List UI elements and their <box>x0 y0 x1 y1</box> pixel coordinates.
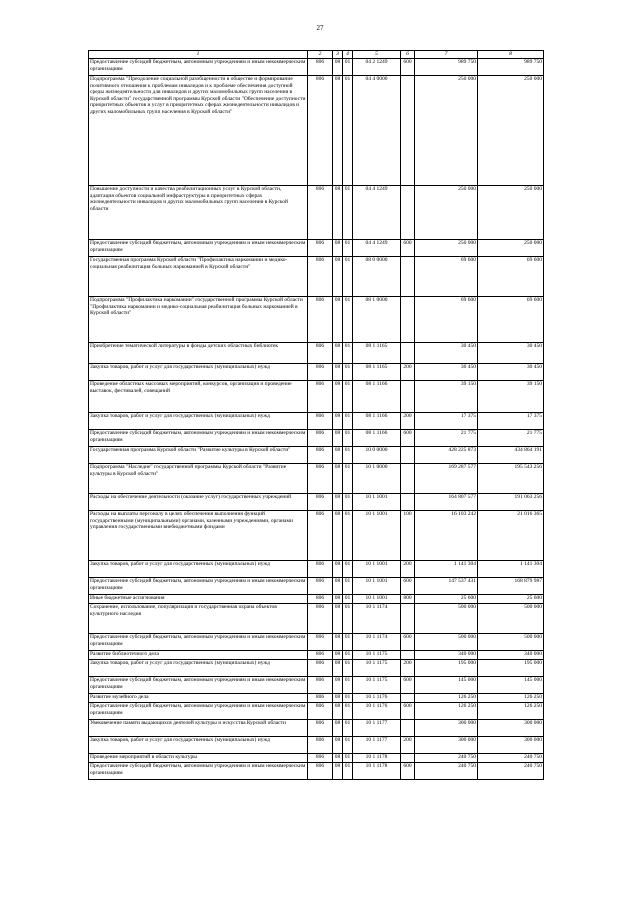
table-row <box>89 297 544 343</box>
row-amount-year-1: 145 000 <box>415 677 478 694</box>
row-subsection-code: 01 <box>343 381 353 413</box>
row-grbs-code: 806 <box>308 364 333 381</box>
row-target-code: 04 2 1249 <box>353 59 401 76</box>
row-section-code: 08 <box>333 464 343 494</box>
header-col-4: 4 <box>343 51 353 59</box>
row-section-code: 08 <box>333 703 343 720</box>
row-amount-year-2: 250 000 <box>478 76 544 186</box>
row-grbs-code: 806 <box>308 430 333 447</box>
table-row <box>89 447 544 464</box>
page-number: 27 <box>316 24 324 32</box>
row-name: Подпрограмма "Наследие" государственной программы Курской области "Развитие культуры в Курской области" <box>89 464 308 494</box>
table-row <box>89 240 544 257</box>
table-row <box>89 634 544 651</box>
row-name: Проведение мероприятий в области культуры <box>89 754 308 763</box>
row-name: Предоставление субсидий бюджетным, автономным учреждениям и иным некоммерческим организациям <box>89 240 308 257</box>
row-amount-year-1: 340 000 <box>415 651 478 660</box>
header-col-1: 1 <box>89 51 308 59</box>
row-expense-type-code: 600 <box>401 703 415 720</box>
table-row <box>89 76 544 186</box>
row-section-code: 08 <box>333 494 343 511</box>
row-name: Расходы на обеспечение деятельности (оказание услуг) государственных учреждений <box>89 494 308 511</box>
row-amount-year-1: 126 250 <box>415 694 478 703</box>
row-section-code: 08 <box>333 76 343 186</box>
row-section-code: 08 <box>333 257 343 297</box>
row-grbs-code: 806 <box>308 694 333 703</box>
row-expense-type-code <box>401 343 415 364</box>
row-target-code: 10 1 1001 <box>353 511 401 561</box>
row-expense-type-code: 600 <box>401 578 415 595</box>
row-grbs-code: 806 <box>308 257 333 297</box>
row-target-code: 10 1 1178 <box>353 763 401 780</box>
row-name: Закупка товаров, работ и услуг для государственных (муниципальных) нужд <box>89 660 308 677</box>
row-target-code: 10 1 1001 <box>353 578 401 595</box>
row-subsection-code: 01 <box>343 703 353 720</box>
row-grbs-code: 806 <box>308 511 333 561</box>
table-row <box>89 578 544 595</box>
row-amount-year-1: 21 775 <box>415 430 478 447</box>
row-expense-type-code: 600 <box>401 763 415 780</box>
row-subsection-code: 01 <box>343 447 353 464</box>
row-name: Предоставление субсидий бюджетным, автономным учреждениям и иным некоммерческим организациям <box>89 430 308 447</box>
row-name: Государственная программа Курской области "Профилактика наркомании и медико-социальная реабилитация больных наркоманией в Курской области" <box>89 257 308 297</box>
table-row <box>89 604 544 634</box>
row-amount-year-2: 21 016 365 <box>478 511 544 561</box>
row-name: Закупка товаров, работ и услуг для государственных (муниципальных) нужд <box>89 364 308 381</box>
row-target-code: 10 1 1001 <box>353 561 401 578</box>
row-amount-year-1: 500 000 <box>415 634 478 651</box>
row-section-code: 08 <box>333 430 343 447</box>
row-subsection-code: 01 <box>343 578 353 595</box>
row-grbs-code: 806 <box>308 595 333 604</box>
row-subsection-code: 01 <box>343 76 353 186</box>
row-section-code: 08 <box>333 604 343 634</box>
row-grbs-code: 806 <box>308 763 333 780</box>
row-section-code: 08 <box>333 754 343 763</box>
row-grbs-code: 806 <box>308 464 333 494</box>
row-amount-year-1: 300 000 <box>415 720 478 737</box>
row-target-code: 10 1 1177 <box>353 720 401 737</box>
row-amount-year-1: 30 450 <box>415 343 478 364</box>
row-expense-type-code <box>401 447 415 464</box>
row-expense-type-code <box>401 76 415 186</box>
row-amount-year-1: 17 375 <box>415 413 478 430</box>
row-subsection-code: 01 <box>343 720 353 737</box>
row-name: Предоставление субсидий бюджетным, автономным учреждениям и иным некоммерческим организациям <box>89 634 308 651</box>
row-section-code: 08 <box>333 59 343 76</box>
row-grbs-code: 806 <box>308 447 333 464</box>
row-name: Увековечение памяти выдающихся деятелей культуры и искусства Курской области <box>89 720 308 737</box>
row-amount-year-1: 250 000 <box>415 186 478 240</box>
row-expense-type-code: 200 <box>401 737 415 754</box>
row-name: Закупка товаров, работ и услуг для государственных (муниципальных) нужд <box>89 737 308 754</box>
row-section-code: 08 <box>333 763 343 780</box>
row-section-code: 08 <box>333 381 343 413</box>
row-name: Предоставление субсидий бюджетным, автономным учреждениям и иным некоммерческим организациям <box>89 763 308 780</box>
row-amount-year-1: 240 750 <box>415 763 478 780</box>
row-target-code: 10 1 1175 <box>353 677 401 694</box>
table-row <box>89 561 544 578</box>
row-amount-year-1: 250 000 <box>415 76 478 186</box>
header-col-8: 8 <box>478 51 544 59</box>
row-subsection-code: 01 <box>343 660 353 677</box>
row-amount-year-1: 30 450 <box>415 364 478 381</box>
row-expense-type-code: 600 <box>401 634 415 651</box>
row-section-code: 08 <box>333 720 343 737</box>
row-target-code: 04 4 1249 <box>353 186 401 240</box>
header-col-3: 3 <box>333 51 343 59</box>
row-section-code: 08 <box>333 595 343 604</box>
row-target-code: 08 1 1165 <box>353 364 401 381</box>
row-section-code: 08 <box>333 240 343 257</box>
row-grbs-code: 806 <box>308 651 333 660</box>
row-amount-year-1: 147 537 431 <box>415 578 478 595</box>
row-subsection-code: 01 <box>343 694 353 703</box>
row-expense-type-code: 600 <box>401 59 415 76</box>
row-grbs-code: 806 <box>308 297 333 343</box>
row-amount-year-1: 25 600 <box>415 595 478 604</box>
row-target-code: 10 1 1176 <box>353 703 401 720</box>
row-name: Развитие библиотечного дела <box>89 651 308 660</box>
row-amount-year-2: 250 000 <box>478 186 544 240</box>
row-amount-year-2: 240 750 <box>478 763 544 780</box>
row-name: Развитие музейного дела <box>89 694 308 703</box>
row-name: Закупка товаров, работ и услуг для государственных (муниципальных) нужд <box>89 413 308 430</box>
row-subsection-code: 01 <box>343 561 353 578</box>
row-section-code: 08 <box>333 578 343 595</box>
row-grbs-code: 806 <box>308 561 333 578</box>
row-section-code: 08 <box>333 677 343 694</box>
row-grbs-code: 806 <box>308 76 333 186</box>
row-name: Повышение доступности и качества реабилитационных услуг в Курской области, адаптация объектов социальной инфраструктуры в приоритетных сферах жизнедеятельности инвалидов и других маломобильных групп населения в Курской области <box>89 186 308 240</box>
row-section-code: 08 <box>333 561 343 578</box>
row-grbs-code: 806 <box>308 494 333 511</box>
row-grbs-code: 806 <box>308 703 333 720</box>
row-grbs-code: 806 <box>308 754 333 763</box>
row-grbs-code: 806 <box>308 578 333 595</box>
row-section-code: 08 <box>333 364 343 381</box>
row-amount-year-2: 30 450 <box>478 343 544 364</box>
row-amount-year-1: 428 225 873 <box>415 447 478 464</box>
row-section-code: 08 <box>333 651 343 660</box>
row-section-code: 08 <box>333 413 343 430</box>
table-row <box>89 413 544 430</box>
row-subsection-code: 01 <box>343 754 353 763</box>
table-row <box>89 59 544 76</box>
row-amount-year-2: 240 750 <box>478 754 544 763</box>
row-target-code: 10 1 1176 <box>353 694 401 703</box>
row-expense-type-code <box>401 381 415 413</box>
row-target-code: 08 1 1166 <box>353 430 401 447</box>
row-subsection-code: 01 <box>343 297 353 343</box>
row-target-code: 10 1 1174 <box>353 604 401 634</box>
row-amount-year-2: 250 000 <box>478 240 544 257</box>
row-name: Подпрограмма "Преодоление социальной разобщенности в обществе и формирование позитивного отношения к проблемам инвалидов и к проблеме обеспечения доступной среды жизнедеятельности для инвалидов и других маломобильных групп населения в Курской области" государственной программы Курской области "Обеспечение доступности приоритетных объектов и услуг в приоритетных сферах жизнедеятельности инвалидов и других маломобильных групп населения в Курской области" <box>89 76 308 186</box>
table-row <box>89 186 544 240</box>
row-subsection-code: 01 <box>343 651 353 660</box>
row-subsection-code: 01 <box>343 186 353 240</box>
row-subsection-code: 01 <box>343 511 353 561</box>
row-section-code: 08 <box>333 634 343 651</box>
row-amount-year-2: 1 141 304 <box>478 561 544 578</box>
row-expense-type-code <box>401 651 415 660</box>
row-target-code: 08 1 1166 <box>353 413 401 430</box>
table-row <box>89 343 544 364</box>
row-target-code: 10 0 0000 <box>353 447 401 464</box>
row-amount-year-2: 500 000 <box>478 604 544 634</box>
row-target-code: 10 1 1174 <box>353 634 401 651</box>
row-amount-year-1: 164 807 577 <box>415 494 478 511</box>
table-row <box>89 364 544 381</box>
row-amount-year-1: 169 287 577 <box>415 464 478 494</box>
row-target-code: 08 1 1165 <box>353 343 401 364</box>
row-amount-year-2: 30 450 <box>478 364 544 381</box>
table-row <box>89 677 544 694</box>
row-subsection-code: 01 <box>343 240 353 257</box>
row-subsection-code: 01 <box>343 343 353 364</box>
row-section-code: 08 <box>333 343 343 364</box>
header-col-7: 7 <box>415 51 478 59</box>
row-target-code: 10 1 1177 <box>353 737 401 754</box>
row-amount-year-1: 300 000 <box>415 737 478 754</box>
row-amount-year-1: 16 103 242 <box>415 511 478 561</box>
row-grbs-code: 806 <box>308 720 333 737</box>
budget-table <box>88 50 544 780</box>
row-target-code: 08 0 0000 <box>353 257 401 297</box>
table-row <box>89 694 544 703</box>
row-target-code: 10 1 0000 <box>353 464 401 494</box>
row-amount-year-2: 69 600 <box>478 257 544 297</box>
row-target-code: 10 1 1175 <box>353 660 401 677</box>
table-row <box>89 595 544 604</box>
row-grbs-code: 806 <box>308 634 333 651</box>
row-section-code: 08 <box>333 660 343 677</box>
row-name: Предоставление субсидий бюджетным, автономным учреждениям и иным некоммерческим организациям <box>89 59 308 76</box>
row-subsection-code: 01 <box>343 59 353 76</box>
row-target-code: 04 4 0000 <box>353 76 401 186</box>
row-grbs-code: 806 <box>308 59 333 76</box>
table-row <box>89 494 544 511</box>
row-subsection-code: 01 <box>343 677 353 694</box>
row-grbs-code: 806 <box>308 381 333 413</box>
row-section-code: 08 <box>333 297 343 343</box>
row-name: Предоставление субсидий бюджетным, автономным учреждениям и иным некоммерческим организациям <box>89 578 308 595</box>
row-subsection-code: 01 <box>343 634 353 651</box>
row-section-code: 08 <box>333 737 343 754</box>
table-row <box>89 754 544 763</box>
row-amount-year-1: 500 000 <box>415 604 478 634</box>
row-section-code: 08 <box>333 447 343 464</box>
row-grbs-code: 806 <box>308 343 333 364</box>
row-name: Предоставление субсидий бюджетным, автономным учреждениям и иным некоммерческим организациям <box>89 677 308 694</box>
row-amount-year-1: 250 000 <box>415 240 478 257</box>
row-expense-type-code <box>401 297 415 343</box>
row-target-code: 08 1 0000 <box>353 297 401 343</box>
row-amount-year-2: 25 600 <box>478 595 544 604</box>
row-expense-type-code: 200 <box>401 364 415 381</box>
row-section-code: 08 <box>333 694 343 703</box>
row-amount-year-2: 300 000 <box>478 737 544 754</box>
row-expense-type-code: 200 <box>401 561 415 578</box>
row-amount-year-1: 1 141 304 <box>415 561 478 578</box>
row-amount-year-1: 126 250 <box>415 703 478 720</box>
row-section-code: 08 <box>333 186 343 240</box>
row-amount-year-1: 69 600 <box>415 257 478 297</box>
row-amount-year-2: 145 000 <box>478 677 544 694</box>
row-grbs-code: 806 <box>308 186 333 240</box>
header-col-2: 2 <box>308 51 333 59</box>
row-amount-year-2: 126 250 <box>478 703 544 720</box>
row-amount-year-1: 195 000 <box>415 660 478 677</box>
row-subsection-code: 01 <box>343 763 353 780</box>
row-expense-type-code: 600 <box>401 430 415 447</box>
row-amount-year-1: 69 600 <box>415 297 478 343</box>
row-name: Иные бюджетные ассигнования <box>89 595 308 604</box>
row-subsection-code: 01 <box>343 364 353 381</box>
row-name: Государственная программа Курской области "Развитие культуры в Курской области" <box>89 447 308 464</box>
row-target-code: 04 4 1249 <box>353 240 401 257</box>
row-amount-year-2: 69 600 <box>478 297 544 343</box>
row-subsection-code: 01 <box>343 464 353 494</box>
table-row <box>89 720 544 737</box>
table-row <box>89 737 544 754</box>
row-amount-year-2: 191 063 256 <box>478 494 544 511</box>
row-amount-year-1: 989 750 <box>415 59 478 76</box>
row-amount-year-2: 300 000 <box>478 720 544 737</box>
row-amount-year-2: 21 775 <box>478 430 544 447</box>
row-amount-year-2: 434 864 191 <box>478 447 544 464</box>
row-name: Проведение областных массовых мероприятий, конкурсов, организация и проведение выставок, фестивалей, совещаний <box>89 381 308 413</box>
row-amount-year-2: 39 150 <box>478 381 544 413</box>
row-expense-type-code: 200 <box>401 660 415 677</box>
row-target-code: 10 1 1175 <box>353 651 401 660</box>
row-amount-year-2: 500 000 <box>478 634 544 651</box>
table-header-row <box>89 51 544 59</box>
row-expense-type-code <box>401 186 415 240</box>
table-row <box>89 763 544 780</box>
header-col-5: 5 <box>353 51 401 59</box>
table-row <box>89 660 544 677</box>
row-amount-year-2: 168 879 987 <box>478 578 544 595</box>
row-subsection-code: 01 <box>343 257 353 297</box>
row-amount-year-2: 126 250 <box>478 694 544 703</box>
row-expense-type-code: 100 <box>401 511 415 561</box>
row-subsection-code: 01 <box>343 737 353 754</box>
row-name: Закупка товаров, работ и услуг для государственных (муниципальных) нужд <box>89 561 308 578</box>
row-subsection-code: 01 <box>343 494 353 511</box>
row-expense-type-code: 600 <box>401 240 415 257</box>
row-grbs-code: 806 <box>308 677 333 694</box>
row-expense-type-code: 800 <box>401 595 415 604</box>
row-grbs-code: 806 <box>308 604 333 634</box>
row-expense-type-code <box>401 754 415 763</box>
row-expense-type-code <box>401 720 415 737</box>
table-row <box>89 651 544 660</box>
row-subsection-code: 01 <box>343 604 353 634</box>
row-name: Предоставление субсидий бюджетным, автономным учреждениям и иным некоммерческим организациям <box>89 703 308 720</box>
table-row <box>89 381 544 413</box>
row-name: Расходы на выплаты персоналу в целях обеспечения выполнения функций государственными (муниципальными) органами, казенными учреждениями, органами управления государственными внебюджетными фондами <box>89 511 308 561</box>
table-row <box>89 511 544 561</box>
row-expense-type-code: 600 <box>401 677 415 694</box>
row-amount-year-1: 240 750 <box>415 754 478 763</box>
row-amount-year-1: 39 150 <box>415 381 478 413</box>
row-name: Сохранение, использование, популяризация и государственная охрана объектов культурного наследия <box>89 604 308 634</box>
row-amount-year-2: 195 543 256 <box>478 464 544 494</box>
row-grbs-code: 806 <box>308 737 333 754</box>
row-expense-type-code <box>401 694 415 703</box>
table-row <box>89 430 544 447</box>
row-amount-year-2: 340 000 <box>478 651 544 660</box>
row-subsection-code: 01 <box>343 595 353 604</box>
row-amount-year-2: 989 750 <box>478 59 544 76</box>
row-target-code: 10 1 1001 <box>353 494 401 511</box>
row-expense-type-code <box>401 464 415 494</box>
row-amount-year-2: 17 375 <box>478 413 544 430</box>
row-target-code: 10 1 1001 <box>353 595 401 604</box>
row-name: Подпрограмма "Профилактика наркомании" государственной программы Курской области "Профилактика наркомании и медико-социальная реабилитация больных наркоманией в Курской области" <box>89 297 308 343</box>
row-amount-year-2: 195 000 <box>478 660 544 677</box>
row-expense-type-code <box>401 604 415 634</box>
table-row <box>89 703 544 720</box>
row-target-code: 10 1 1178 <box>353 754 401 763</box>
row-grbs-code: 806 <box>308 660 333 677</box>
table-row <box>89 464 544 494</box>
table-row <box>89 257 544 297</box>
row-name: Приобретение тематической литературы в фонды детских областных библиотек <box>89 343 308 364</box>
row-subsection-code: 01 <box>343 430 353 447</box>
row-expense-type-code <box>401 494 415 511</box>
row-section-code: 08 <box>333 511 343 561</box>
row-target-code: 08 1 1166 <box>353 381 401 413</box>
row-subsection-code: 01 <box>343 413 353 430</box>
header-col-6: 6 <box>401 51 415 59</box>
row-expense-type-code <box>401 257 415 297</box>
row-expense-type-code: 200 <box>401 413 415 430</box>
row-grbs-code: 806 <box>308 240 333 257</box>
row-grbs-code: 806 <box>308 413 333 430</box>
